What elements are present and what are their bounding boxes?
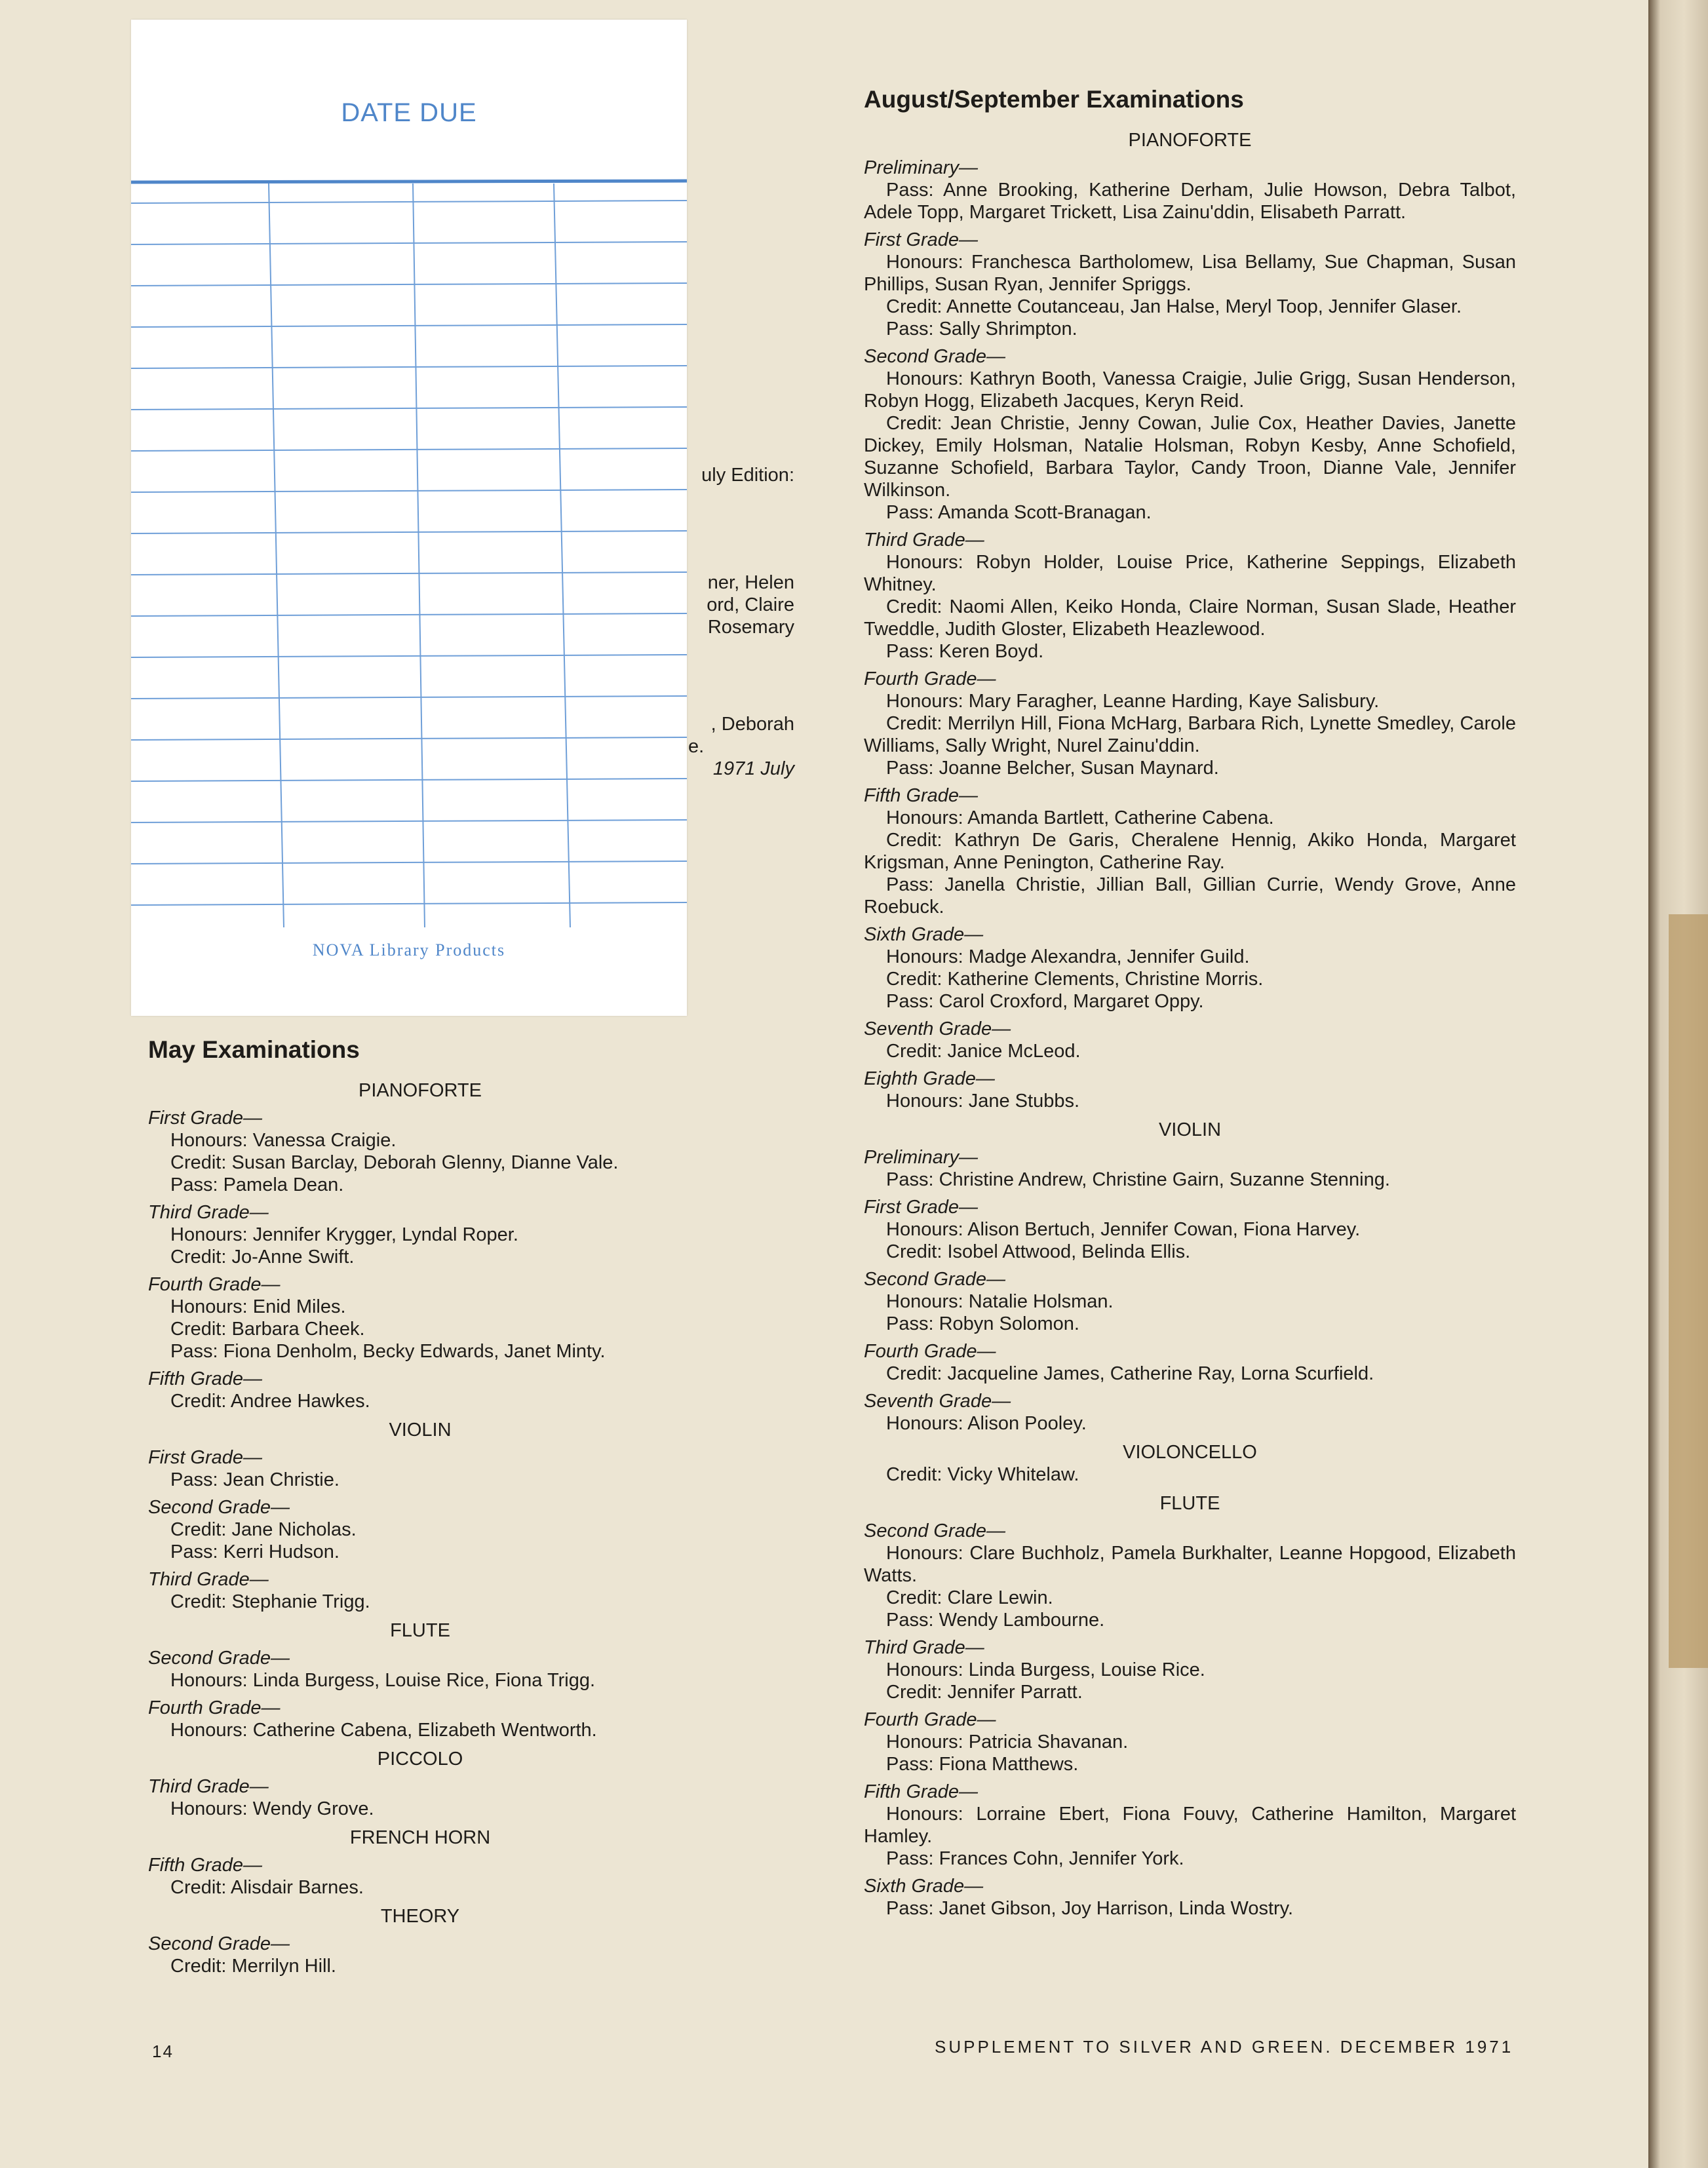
instrument-heading: FLUTE: [390, 1620, 450, 1641]
grade-heading: Fourth Grade—: [148, 1697, 281, 1718]
grade-heading: Second Grade—: [148, 1933, 290, 1954]
result-entry: Credit: Clare Lewin.: [886, 1587, 1053, 1608]
grade-heading: Fourth Grade—: [864, 668, 996, 689]
instrument-heading: VIOLIN: [1158, 1119, 1222, 1140]
fragment-line: ner, Helen: [707, 572, 794, 593]
grade-heading: Preliminary—: [864, 157, 979, 178]
grade-heading: Preliminary—: [864, 1147, 979, 1168]
result-entry: Credit: Alisdair Barnes.: [170, 1877, 364, 1898]
instrument-heading: PIANOFORTE: [1128, 130, 1252, 151]
grade-heading: Fifth Grade—: [148, 1368, 263, 1389]
result-entry: Pass: Fiona Denholm, Becky Edwards, Janet Minty.: [170, 1341, 606, 1362]
grade-heading: Fourth Grade—: [864, 1709, 996, 1730]
result-entry: Credit: Andree Hawkes.: [170, 1391, 370, 1412]
result-entry: Honours: Catherine Cabena, Elizabeth Wentworth.: [170, 1720, 597, 1741]
result-entry: Pass: Christine Andrew, Christine Gairn, Suzanne Stenning.: [886, 1169, 1390, 1190]
publication-footer: SUPPLEMENT TO SILVER AND GREEN. DECEMBER 1971: [935, 2037, 1514, 2057]
date-due-card: [131, 20, 687, 1016]
grade-heading: Second Grade—: [864, 1269, 1006, 1290]
result-entry: Honours: Alison Pooley.: [886, 1413, 1087, 1434]
grade-heading: Second Grade—: [864, 1520, 1006, 1541]
grade-heading: First Grade—: [864, 229, 979, 250]
result-entry: Credit: Jacqueline James, Catherine Ray, Lorna Scurfield.: [886, 1363, 1374, 1384]
grade-heading: First Grade—: [864, 1197, 979, 1218]
grade-heading: First Grade—: [148, 1108, 263, 1129]
result-entry: Pass: Wendy Lambourne.: [886, 1610, 1105, 1631]
instrument-heading: FRENCH HORN: [349, 1827, 491, 1848]
grade-heading: First Grade—: [148, 1447, 263, 1468]
grade-heading: Fourth Grade—: [148, 1274, 281, 1295]
result-entry: Honours: Enid Miles.: [170, 1296, 346, 1317]
result-entry: Pass: Carol Croxford, Margaret Oppy.: [886, 991, 1204, 1012]
tape-strip: [1669, 914, 1708, 1668]
result-entry: Credit: Merrilyn Hill, Fiona McHarg, Barbara Rich, Lynette Smedley, Carole Williams, Sally Wright, Nurel Zainu'ddin.: [864, 713, 1516, 756]
result-entry: Pass: Jean Christie.: [170, 1469, 340, 1490]
result-entry: Pass: Kerri Hudson.: [170, 1541, 340, 1562]
result-entry: Credit: Katherine Clements, Christine Morris.: [886, 969, 1264, 990]
result-entry: Pass: Pamela Dean.: [170, 1174, 344, 1195]
instrument-heading: PIANOFORTE: [359, 1080, 482, 1101]
augsep-examinations: [864, 88, 1516, 1920]
page-number: 14: [152, 2042, 174, 2061]
result-entry: Pass: Anne Brooking, Katherine Derham, Julie Howson, Debra Talbot, Adele Topp, Margaret Trickett, Lisa Zainu'ddin, Elisabeth Parratt.: [864, 180, 1516, 223]
result-entry: Pass: Joanne Belcher, Susan Maynard.: [886, 758, 1219, 779]
result-entry: Credit: Stephanie Trigg.: [170, 1591, 370, 1612]
grade-heading: Sixth Grade—: [864, 1876, 984, 1897]
result-entry: Honours: Amanda Bartlett, Catherine Cabena.: [886, 807, 1274, 828]
result-entry: Honours: Natalie Holsman.: [886, 1291, 1114, 1312]
card-title: DATE DUE: [341, 98, 477, 127]
grade-heading: Fifth Grade—: [148, 1855, 263, 1876]
result-entry: Honours: Vanessa Craigie.: [170, 1130, 397, 1151]
result-entry: Honours: Jennifer Krygger, Lyndal Roper.: [170, 1224, 518, 1245]
result-entry: Pass: Sally Shrimpton.: [886, 319, 1077, 339]
result-entry: Honours: Jane Stubbs.: [886, 1091, 1080, 1112]
result-entry: Pass: Janella Christie, Jillian Ball, Gillian Currie, Wendy Grove, Anne Roebuck.: [864, 874, 1516, 918]
result-entry: Pass: Janet Gibson, Joy Harrison, Linda Wostry.: [886, 1898, 1294, 1919]
result-entry: Honours: Madge Alexandra, Jennifer Guild.: [886, 946, 1250, 967]
may-body: [148, 1079, 692, 1977]
grade-heading: Third Grade—: [864, 1637, 984, 1658]
augsep-body: [864, 129, 1516, 1920]
result-entry: Credit: Barbara Cheek.: [170, 1319, 365, 1340]
result-entry: Pass: Amanda Scott-Branagan.: [886, 502, 1152, 523]
result-entry: Honours: Lorraine Ebert, Fiona Fouvy, Catherine Hamilton, Margaret Hamley.: [864, 1804, 1516, 1847]
grade-heading: Seventh Grade—: [864, 1391, 1011, 1412]
instrument-heading: VIOLONCELLO: [1123, 1442, 1257, 1463]
result-entry: Credit: Merrilyn Hill.: [170, 1956, 336, 1977]
grade-heading: Sixth Grade—: [864, 924, 984, 945]
grade-heading: Third Grade—: [148, 1776, 269, 1797]
result-entry: Credit: Susan Barclay, Deborah Glenny, Dianne Vale.: [170, 1152, 619, 1173]
grade-heading: Fifth Grade—: [864, 785, 979, 806]
card-grid: [131, 20, 687, 1016]
card-footer-text: NOVA Library Products: [312, 940, 506, 959]
fragment-line: uly Edition:: [701, 465, 794, 486]
result-entry: Credit: Naomi Allen, Keiko Honda, Claire Norman, Susan Slade, Heather Tweddle, Judith Gloster, Elizabeth Heazlewood.: [864, 596, 1516, 640]
result-entry: Credit: Isobel Attwood, Belinda Ellis.: [886, 1241, 1191, 1262]
grade-heading: Third Grade—: [148, 1202, 269, 1223]
result-entry: Credit: Janice McLeod.: [886, 1041, 1081, 1062]
grade-heading: Second Grade—: [148, 1497, 290, 1518]
grade-heading: Seventh Grade—: [864, 1018, 1011, 1039]
result-entry: Credit: Kathryn De Garis, Cheralene Hennig, Akiko Honda, Margaret Krigsman, Anne Penington, Catherine Ray.: [864, 830, 1516, 873]
grade-heading: Third Grade—: [864, 530, 984, 551]
fragment-line: Rosemary: [707, 617, 794, 638]
instrument-heading: THEORY: [380, 1906, 460, 1927]
fragment-line: e.: [688, 736, 705, 757]
result-entry: Honours: Kathryn Booth, Vanessa Craigie, Julie Grigg, Susan Henderson, Robyn Hogg, Elizabeth Jacques, Keryn Reid.: [864, 368, 1516, 412]
result-entry: Credit: Jennifer Parratt.: [886, 1682, 1083, 1703]
result-entry: Honours: Franchesca Bartholomew, Lisa Bellamy, Sue Chapman, Susan Phillips, Susan Ryan, Jennifer Spriggs.: [864, 252, 1516, 295]
fragment-line: , Deborah: [710, 714, 794, 735]
instrument-heading: VIOLIN: [389, 1420, 452, 1441]
result-entry: Honours: Linda Burgess, Louise Rice.: [886, 1659, 1205, 1680]
result-entry: Pass: Robyn Solomon.: [886, 1313, 1079, 1334]
grade-heading: Fourth Grade—: [864, 1341, 996, 1362]
result-entry: Honours: Clare Buchholz, Pamela Burkhalter, Leanne Hopgood, Elizabeth Watts.: [864, 1543, 1516, 1586]
may-title: May Examinations: [148, 1036, 360, 1063]
result-entry: Honours: Robyn Holder, Louise Price, Katherine Seppings, Elizabeth Whitney.: [864, 552, 1516, 595]
result-entry: Credit: Jean Christie, Jenny Cowan, Julie Cox, Heather Davies, Janette Dickey, Emily Holsman, Natalie Holsman, Robyn Kesby, Anne Schofield, Suzanne Schofield, Barbara Taylor, Candy Troon, Dianne Vale, Jennifer Wilkinson.: [864, 413, 1516, 501]
result-entry: Honours: Linda Burgess, Louise Rice, Fiona Trigg.: [170, 1670, 596, 1691]
result-entry: Pass: Fiona Matthews.: [886, 1754, 1079, 1775]
augsep-title: August/September Examinations: [864, 86, 1244, 113]
result-entry: Credit: Vicky Whitelaw.: [886, 1464, 1079, 1485]
instrument-heading: PICCOLO: [377, 1749, 463, 1770]
grade-heading: Second Grade—: [864, 346, 1006, 367]
grade-heading: Second Grade—: [148, 1648, 290, 1669]
grade-heading: Third Grade—: [148, 1569, 269, 1590]
result-entry: Pass: Frances Cohn, Jennifer York.: [886, 1848, 1184, 1869]
fragment-line: ord, Claire: [707, 594, 794, 615]
may-examinations: [148, 1036, 692, 1977]
grade-heading: Eighth Grade—: [864, 1068, 995, 1089]
fragment-line: 1971 July: [712, 758, 794, 779]
result-entry: Credit: Jo-Anne Swift.: [170, 1247, 355, 1268]
instrument-heading: FLUTE: [1159, 1493, 1220, 1514]
grade-heading: Fifth Grade—: [864, 1781, 979, 1802]
result-entry: Honours: Alison Bertuch, Jennifer Cowan, Fiona Harvey.: [886, 1219, 1361, 1240]
result-entry: Credit: Jane Nicholas.: [170, 1519, 357, 1540]
result-entry: Pass: Keren Boyd.: [886, 641, 1044, 662]
result-entry: Credit: Annette Coutanceau, Jan Halse, Meryl Toop, Jennifer Glaser.: [886, 296, 1462, 317]
result-entry: Honours: Patricia Shavanan.: [886, 1732, 1129, 1752]
result-entry: Honours: Wendy Grove.: [170, 1798, 374, 1819]
result-entry: Honours: Mary Faragher, Leanne Harding, Kaye Salisbury.: [886, 691, 1380, 712]
